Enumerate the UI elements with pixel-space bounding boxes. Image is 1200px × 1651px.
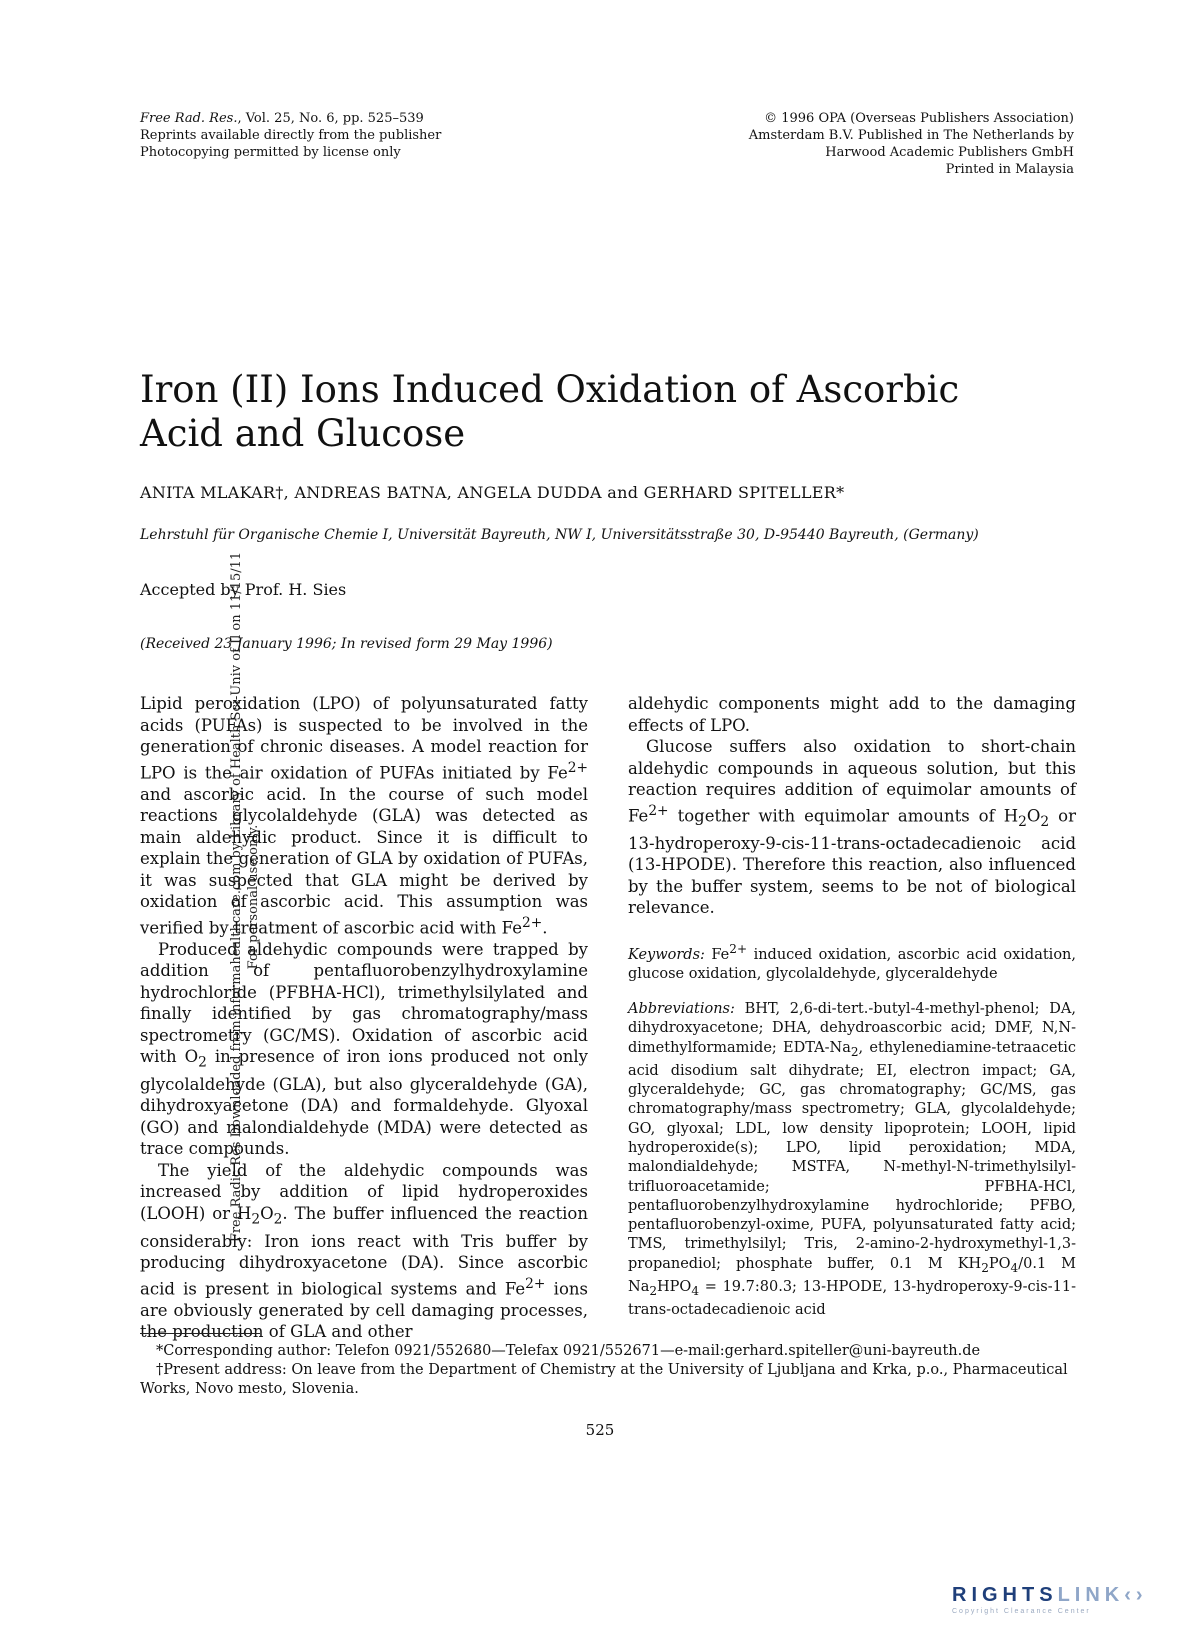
rightslink-logo[interactable] — [952, 1584, 1148, 1615]
corresponding-author-note: *Corresponding author: Telefon 0921/552680—Telefax 0921/552671—e-mail:gerhard.spiteller@uni-bayreuth.de — [156, 1343, 981, 1359]
keywords: Keywords: $Fe^{2+}$ induced oxidation, ascorbic acid oxidation, glucose oxidation, glycolaldehyde, glyceraldehyde — [628, 942, 1076, 982]
keywords-label: Keywords: — [628, 946, 705, 963]
title-line-2: Acid and Glucose — [140, 412, 466, 455]
article-title — [140, 368, 1040, 456]
copyright-block — [574, 110, 1074, 178]
received-dates: (Received 23 January 1996; In revised form 29 May 1996) — [140, 636, 553, 652]
photocopying-note: Photocopying permitted by license only — [140, 145, 401, 160]
author-list: ANITA MLAKAR†, ANDREAS BATNA, ANGELA DUDDA and GERHARD SPITELLER* — [140, 483, 845, 502]
rightslink-wordmark: RIGHTSLINK‹› — [952, 1584, 1148, 1606]
present-address-note: †Present address: On leave from the Department of Chemistry at the University of Ljubljana and Krka, p.o., Pharmaceutical Works, Novo mesto, Slovenia. — [140, 1362, 1068, 1397]
rightslink-tagline: Copyright Clearance Center — [952, 1608, 1091, 1615]
abstract-right-column — [628, 693, 1076, 919]
publisher-line-2: Harwood Academic Publishers GmbH — [825, 145, 1074, 160]
abbreviations: Abbreviations: BHT, 2,6-di-tert.-butyl-4-methyl-phenol; DA, dihydroxyacetone; DHA, dehydroascorbic acid; DMF, N,N-dimethylformamide; EDTA-$Na_2$, ethylenediamine-tetraacetic acid disodium salt dihydrate; EI, electron impact; GA, glyceraldehyde; GC, gas chromatography; GC/MS, gas chromatography/mass spectrometry; GLA, glycolaldehyde; GO, glyoxal; LDL, low density lipoprotein; LOOH, lipid hydroperoxide(s); LPO, lipid peroxidation; MDA, malondialdehyde; MSTFA, N-methyl-N-trimethylsilyl-trifluoroacetamide; PFBHA-HCl, pentafluorobenzylhydroxylamine hydrochloride; PFBO, pentafluorobenzyl-oxime, PUFA, polyunsaturated fatty acid; TMS, trimethylsilyl; Tris, 2-amino-2-hydroxymethyl-1,3-propanediol; phosphate buffer, 0.1 M $KH_2PO_4/0.1$ M $Na_2HPO_4$ = 19.7:80.3; 13-HPODE, 13-hydroperoxy-9-cis-11-trans-octadecadienoic acid — [628, 1001, 1077, 1319]
journal-citation: Free Rad. Res., Vol. 25, No. 6, pp. 525–539 — [140, 111, 424, 126]
copyright-line: © 1996 OPA (Overseas Publishers Association) — [764, 111, 1074, 126]
rightslink-arrow-icon: ‹› — [1124, 1584, 1148, 1606]
abstract-paragraph-4: aldehydic components might add to the damaging effects of LPO. — [628, 694, 1076, 735]
title-line-1: Iron (II) Ions Induced Oxidation of Ascorbic — [140, 368, 960, 411]
affiliation: Lehrstuhl für Organische Chemie I, Universität Bayreuth, NW I, Universitätsstraße 30, D-95440 Bayreuth, (Germany) — [140, 527, 979, 543]
publisher-line: Amsterdam B.V. Published in The Netherlands by — [748, 128, 1074, 143]
abstract-paragraph-5: Glucose suffers also oxidation to short-chain aldehydic compounds in aqueous solution, but this reaction requires addition of equimolar amounts of $Fe^{2+}$ together with equimolar amounts of $H_2O_2$ or 13-hydroperoxy-9-cis-11-trans-octadecadienoic acid (13-HPODE). Therefore this reaction, also influenced by the buffer system, seems to be not of biological relevance. — [628, 737, 1076, 918]
personal-use-note: For personal use only. — [246, 824, 261, 970]
footnote-divider — [140, 1333, 260, 1334]
accepted-by: Accepted by Prof. H. Sies — [140, 580, 347, 599]
abstract-paragraph-1: Lipid peroxidation (LPO) of polyunsaturated fatty acids (PUFAs) is suspected to be involved in the generation of chronic diseases. A model reaction for LPO is the air oxidation of PUFAs initiated by $Fe^{2+}$ and ascorbic acid. In the course of such model reactions glycolaldehyde (GLA) was detected as main aldehydic product. Since it is difficult to explain the generation of GLA by oxidation of PUFAs, it was suspected that GLA might be derived by oxidation of ascorbic acid. This assumption was verified by treatment of ascorbic acid with $Fe^{2+}$. — [140, 694, 588, 937]
download-note: Free Radic Res Downloaded from informahealthcare.com by Library of Health Sci-Univ of Il on 11/15/11 — [229, 551, 244, 1243]
abbreviations-label: Abbreviations: — [628, 1001, 735, 1017]
page-number: 525 — [585, 1421, 615, 1439]
abstract-paragraph-2: Produced aldehydic compounds were trapped by addition of pentafluorobenzylhydroxylamine hydrochloride (PFBHA-HCl), trimethylsilylated and finally identified by gas chromatography/mass spectrometry (GC/MS). Oxidation of ascorbic acid with $O_2$ in presence of iron ions produced not only glycolaldehyde (GLA), but also glyceraldehyde (GA), dihydroxyacetone (DA) and formaldehyde. Glyoxal (GO) and malondialdehyde (MDA) were detected as trace compounds. — [140, 939, 588, 1159]
footnotes — [140, 1342, 1080, 1399]
reprints-note: Reprints available directly from the publisher — [140, 128, 442, 143]
abstract-left-column — [140, 693, 588, 1343]
abstract-paragraph-3: The yield of the aldehydic compounds was increased by addition of lipid hydroperoxides (LOOH) or $H_2O_2$. The buffer influenced the reaction considerably: Iron ions react with Tris buffer by producing dihydroxyacetone (DA). Since ascorbic acid is present in biological systems and $Fe^{2+}$ ions are obviously generated by cell damaging processes, the production of GLA and other — [140, 1160, 588, 1342]
printed-line: Printed in Malaysia — [945, 162, 1074, 177]
